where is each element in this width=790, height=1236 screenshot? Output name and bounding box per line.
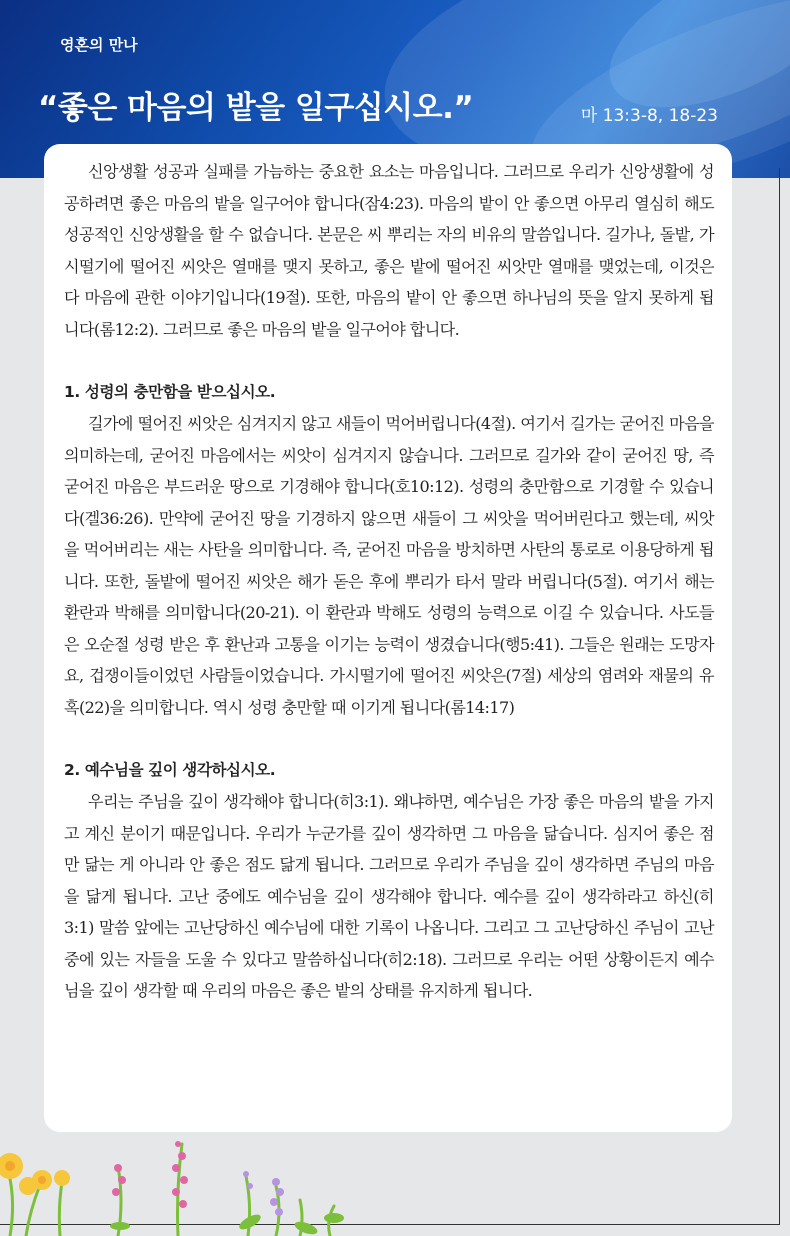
section-2-body: 우리는 주님을 깊이 생각해야 합니다(히3:1). 왜냐하면, 예수님은 가장 좋은 마음의 밭을 가지고 계신 분이기 때문입니다. 우리가 누군가를 깊이 생각하면 그 마음을 닮습니다. 심지어 좋은 점만 닮는 게 아니라 안 좋은 점도 닮게 됩니다. 그러므로 우리가 주님을 깊이 생각하면 주님의 마음을 닮게 됩니다. 고난 중에도 예수님을 깊이 생각해야 합니다. 예수를 깊이 생각하라고 하신(히3:1) 말씀 앞에는 고난당하신 예수님에 대한 기록이 나옵니다. 그리고 그 고난당하신 주님이 고난 중에 있는 자들을 도울 수 있다고 말씀하십니다(히2:18). 그러므로 우리는 어떤 상황이든지 예수님을 깊이 생각할 때 우리의 마음은 좋은 밭의 상태를 유지하게 됩니다. <box>64 792 714 1000</box>
spacer <box>64 723 714 755</box>
section-1-body: 길가에 떨어진 씨앗은 심겨지지 않고 새들이 먹어버립니다(4절). 여기서 길가는 굳어진 마음을 의미하는데, 굳어진 마음에서는 씨앗이 심겨지지 않습니다. 그러므로 길가와 같이 굳어진 땅, 즉 굳어진 마음은 부드러운 땅으로 기경해야 합니다(호10:12). 성령의 충만함으로 기경할 수 있습니다(겔36:26). 만약에 굳어진 땅을 기경하지 않으면 새들이 그 씨앗을 먹어버린다고 했는데, 씨앗을 먹어버리는 새는 사탄을 의미합니다. 즉, 굳어진 마음을 방치하면 사탄의 통로로 이용당하게 됩니다. 또한, 돌밭에 떨어진 씨앗은 해가 돋은 후에 뿌리가 타서 말라 버립니다(5절). 여기서 해는 환란과 박해를 의미합니다(20-21). 이 환란과 박해도 성령의 능력으로 이길 수 있습니다. 사도들은 오순절 성령 받은 후 환난과 고통을 이기는 능력이 생겼습니다(행5:41). 그들은 원래는 도망자요, 겁쟁이들이었던 사람들이었습니다. 가시떨기에 떨어진 씨앗은(7절) 세상의 염려와 재물의 유혹(22)을 의미합니다. 역시 성령 충만할 때 이기게 됩니다(롬14:17) <box>64 414 714 717</box>
section-2-heading: 2. 예수님을 깊이 생각하십시오. <box>64 760 276 779</box>
spacer <box>64 345 714 377</box>
flower-decoration-icon <box>0 1130 360 1236</box>
section-1-heading: 1. 성령의 충만함을 받으십시오. <box>64 382 276 401</box>
intro-paragraph: 신앙생활 성공과 실패를 가늠하는 중요한 요소는 마음입니다. 그러므로 우리가 신앙생활에 성공하려면 좋은 마음의 밭을 일구어야 합니다(잠4:23). 마음의 밭이 안 좋으면 아무리 열심히 해도 성공적인 신앙생활을 할 수 없습니다. 본문은 씨 뿌리는 자의 비유의 말씀입니다. 길가나, 돌밭, 가시떨기에 떨어진 씨앗은 열매를 맺지 못하고, 좋은 밭에 떨어진 씨앗만 열매를 맺었는데, 이것은 다 마음에 관한 이야기입니다(19절). 또한, 마음의 밭이 안 좋으면 하나님의 뜻을 알지 못하게 됩니다(롬12:2). 그러므로 좋은 마음의 밭을 일구어야 합니다. <box>64 162 714 339</box>
content-card <box>44 144 732 1132</box>
page-title: “좋은 마음의 밭을 일구십시오.” <box>38 90 474 126</box>
scripture-reference: 마 13:3-8, 18-23 <box>580 106 718 126</box>
page-border-right <box>779 168 780 1224</box>
section-label: 영혼의 만나 <box>60 36 138 54</box>
